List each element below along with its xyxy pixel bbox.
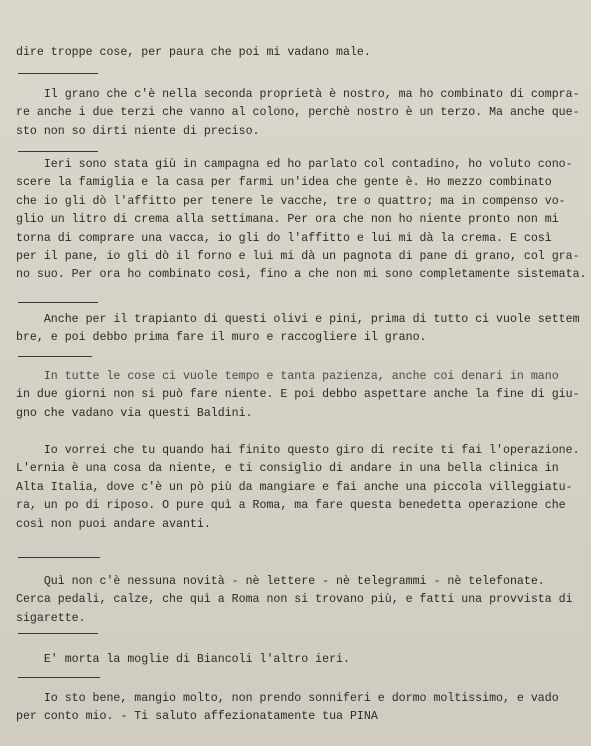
divider-line	[18, 633, 98, 634]
text-line: Io vorrei che tu quando hai finito questo giro di recite ti fai l'operazione.	[16, 444, 580, 457]
paragraph-olives	[16, 311, 580, 348]
divider-line	[18, 356, 92, 357]
text-line: E' morta la moglie di Biancoli l'altro ieri.	[16, 653, 350, 666]
text-line: Ieri sono stata giù in campagna ed ho parlato col contadino, ho voluto cono-	[16, 158, 573, 171]
text-line: in due giorni non si può fare niente. E poi debbo aspettare anche la fine di giu-	[16, 388, 580, 402]
text-line: Io sto bene, mangio molto, non prendo sonniferi e dormo moltissimo, e vado	[16, 692, 559, 705]
text-line: In tutte le cose ci vuole tempo e tanta pazienza, anche coi denari in mano	[16, 370, 559, 383]
text-line: Il grano che c'è nella seconda proprietà è nostro, ma ho combinato di compra-	[16, 88, 580, 101]
paragraph-operation	[16, 442, 580, 534]
divider-line	[18, 557, 100, 558]
text-line: Quì non c'è nessuna novità - nè lettere - nè telegrammi - nè telefonate.	[16, 575, 545, 588]
text-line: L'ernia è una cosa da niente, e ti consiglio di andare in una bella clinica in	[16, 462, 559, 476]
text-line: scere la famiglia e la casa per farmi un'idea che gente è. Ho mezzo combinato	[16, 176, 552, 190]
paragraph-patience	[16, 368, 580, 423]
text-line: Alta Italia, dove c'è un pò più da mangiare e fai anche una piccola villeggiatu-	[16, 480, 573, 494]
text-line: così non puoi andare avanti.	[16, 517, 211, 531]
text-line: sigarette.	[16, 611, 86, 625]
text-line: bre, e poi debbo prima fare il muro e raccogliere il grano.	[16, 331, 427, 345]
text-line: che io gli dò l'affitto per tenere le vacche, tre o quattro; ma in compenso vo-	[16, 194, 566, 208]
paragraph-closing	[16, 690, 559, 727]
text-line: dire troppe cose, per paura che poi mi vadano male.	[16, 46, 371, 59]
divider-line	[18, 677, 100, 678]
divider-line	[18, 73, 98, 74]
text-line: glio un litro di crema alla settimana. Per ora che non ho niente pronto non mi	[16, 213, 559, 227]
text-line: Anche per il trapianto di questi olivi e pini, prima di tutto ci vuole settem	[16, 313, 580, 326]
paragraph-news	[16, 573, 573, 628]
divider-line	[18, 302, 98, 303]
text-line: gno che vadano via questi Baldini.	[16, 406, 253, 420]
text-line: Cerca pedali, calze, che quì a Roma non si trovano più, e fatti una provvista di	[16, 593, 573, 607]
paragraph-biancoli	[16, 651, 350, 669]
paragraph-grain	[16, 86, 580, 141]
text-line: torna di comprare una vacca, io gli do l'affitto e lui mi dà la crema. E così	[16, 231, 552, 245]
text-line: no suo. Per ora ho combinato così, fino a che non mi sono completamente sistemata.	[16, 268, 587, 282]
text-line: per il pane, io gli dò il forno e lui mi dà un pagnota di pane di grano, col gra-	[16, 249, 580, 263]
text-line: per conto mio. - Ti saluto affezionatamente tua PINA	[16, 710, 378, 724]
divider-line	[18, 151, 98, 152]
text-line: sto non so dirti niente di preciso.	[16, 124, 260, 138]
paragraph-farm	[16, 156, 587, 285]
paragraph-opening	[16, 44, 371, 62]
text-line: ra, un po di riposo. O pure quì a Roma, ma fare questa benedetta operazione che	[16, 499, 566, 513]
text-line: re anche i due terzi che vanno al colono, perchè nostro è un terzo. Ma anche que-	[16, 106, 580, 120]
